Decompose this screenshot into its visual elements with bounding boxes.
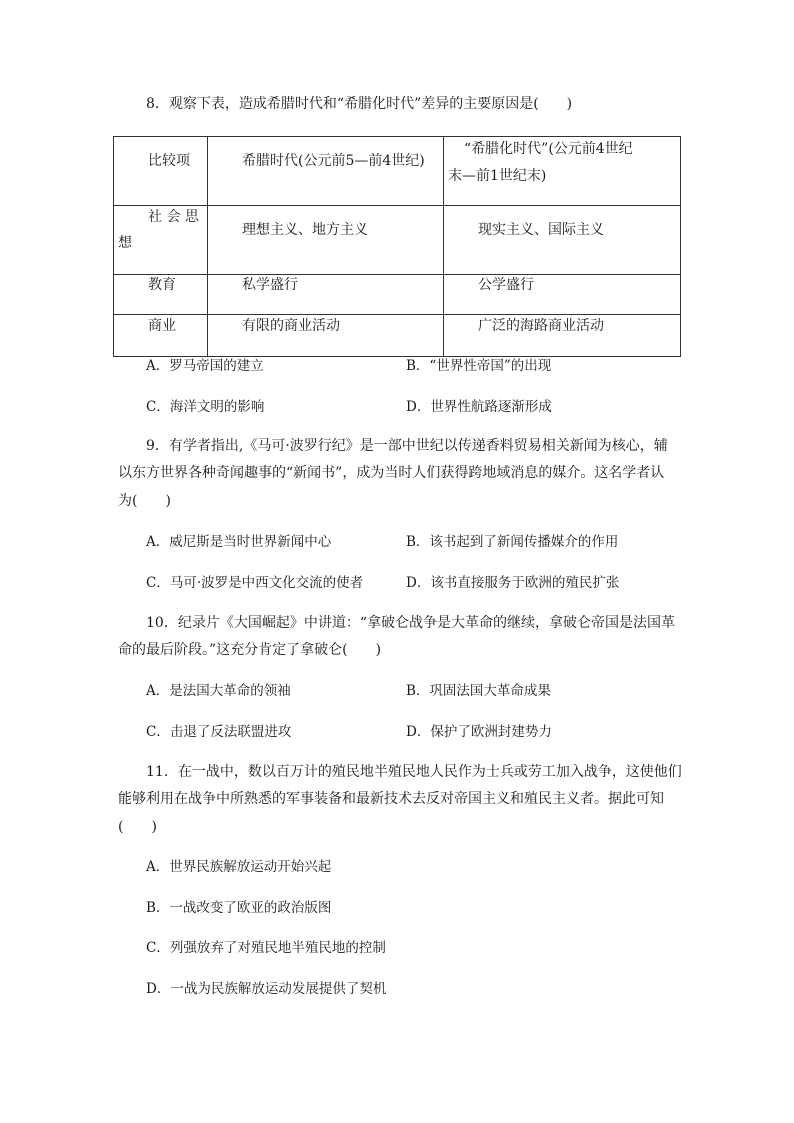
row-hellenistic-value: 广泛的海路商业活动 [478,318,604,334]
q9-option-d[interactable]: D．该书直接服务于欧洲的殖民扩张 [406,575,620,591]
row-item: 商业 [148,318,176,334]
row-greek-value: 私学盛行 [242,277,298,293]
table-cell [208,275,444,315]
table-row [114,206,681,275]
row-item-line2: 想 [118,235,132,251]
table-cell [208,315,444,357]
q11-option-c[interactable]: C．列强放弃了对殖民地半殖民地的控制 [146,940,386,956]
comparison-table [113,136,681,357]
q10-option-b[interactable]: B．巩固法国大革命成果 [406,683,551,699]
table-header-row [114,137,681,206]
question-9-line3: 为( ) [118,493,171,509]
table-cell [114,275,208,315]
q8-option-c[interactable]: C．海洋文明的影响 [146,399,265,415]
row-hellenistic-value: 公学盛行 [478,277,534,293]
table-cell [444,206,681,275]
q11-option-b[interactable]: B．一战改变了欧亚的政治版图 [146,900,332,916]
q11-option-a[interactable]: A．世界民族解放运动开始兴起 [146,859,332,875]
q11-option-d[interactable]: D．一战为民族解放运动发展提供了契机 [146,981,387,997]
question-10-line2: 命的最后阶段。”这充分肯定了拿破仑( ) [118,642,382,658]
q10-option-a[interactable]: A．是法国大革命的领袖 [146,683,291,699]
q9-option-b[interactable]: B．该书起到了新闻传播媒介的作用 [406,534,619,550]
table-cell [444,275,681,315]
question-8-stem: 8．观察下表，造成希腊时代和“希腊化时代”差异的主要原因是( ) [146,96,573,112]
table-cell [114,206,208,275]
question-11-line3: ( ) [118,819,157,835]
question-10-line1: 10．纪录片《大国崛起》中讲道：“拿破仑战争是大革命的继续，拿破仑帝国是法国革 [146,615,675,631]
row-greek-value: 理想主义、地方主义 [242,222,368,238]
table-cell [114,315,208,357]
question-9-line2: 以东方世界各种奇闻趣事的“新闻书”，成为当时人们获得跨地域消息的媒介。这名学者认 [118,465,665,481]
q10-option-c[interactable]: C．击退了反法联盟进攻 [146,724,292,740]
table-cell [208,206,444,275]
header-greek-era: 希腊时代(公元前5—前4世纪) [242,153,425,169]
header-hellenistic-era-line1: “希腊化时代”(公元前4世纪 [464,141,633,157]
table-row [114,275,681,315]
header-hellenistic-era-line2: 末—前1世纪末) [448,168,547,184]
q9-option-c[interactable]: C．马可·波罗是中西文化交流的使者 [146,575,364,591]
q10-option-d[interactable]: D．保护了欧洲封建势力 [406,724,552,740]
q8-option-d[interactable]: D．世界性航路逐渐形成 [406,399,552,415]
table-cell [208,137,444,206]
table-cell [444,315,681,357]
q9-option-a[interactable]: A．威尼斯是当时世界新闻中心 [146,534,332,550]
question-11-line2: 能够利用在战争中所熟悉的军事装备和最新技术去反对帝国主义和殖民主义者。据此可知 [118,791,664,807]
q8-option-b[interactable]: B．“世界性帝国”的出现 [406,358,552,374]
table-cell [444,137,681,206]
row-greek-value: 有限的商业活动 [242,318,340,334]
table-row [114,315,681,357]
q8-option-a[interactable]: A．罗马帝国的建立 [146,358,264,374]
row-hellenistic-value: 现实主义、国际主义 [478,222,604,238]
question-9-line1: 9．有学者指出,《马可·波罗行纪》是一部中世纪以传递香料贸易相关新闻为核心，辅 [146,438,668,454]
question-11-line1: 11．在一战中，数以百万计的殖民地半殖民地人民作为士兵或劳工加入战争，这使他们 [146,764,682,780]
header-compare-item: 比较项 [148,153,190,169]
row-item-line1: 社 会 思 [148,209,199,225]
table-cell [114,137,208,206]
row-item: 教育 [148,277,176,293]
